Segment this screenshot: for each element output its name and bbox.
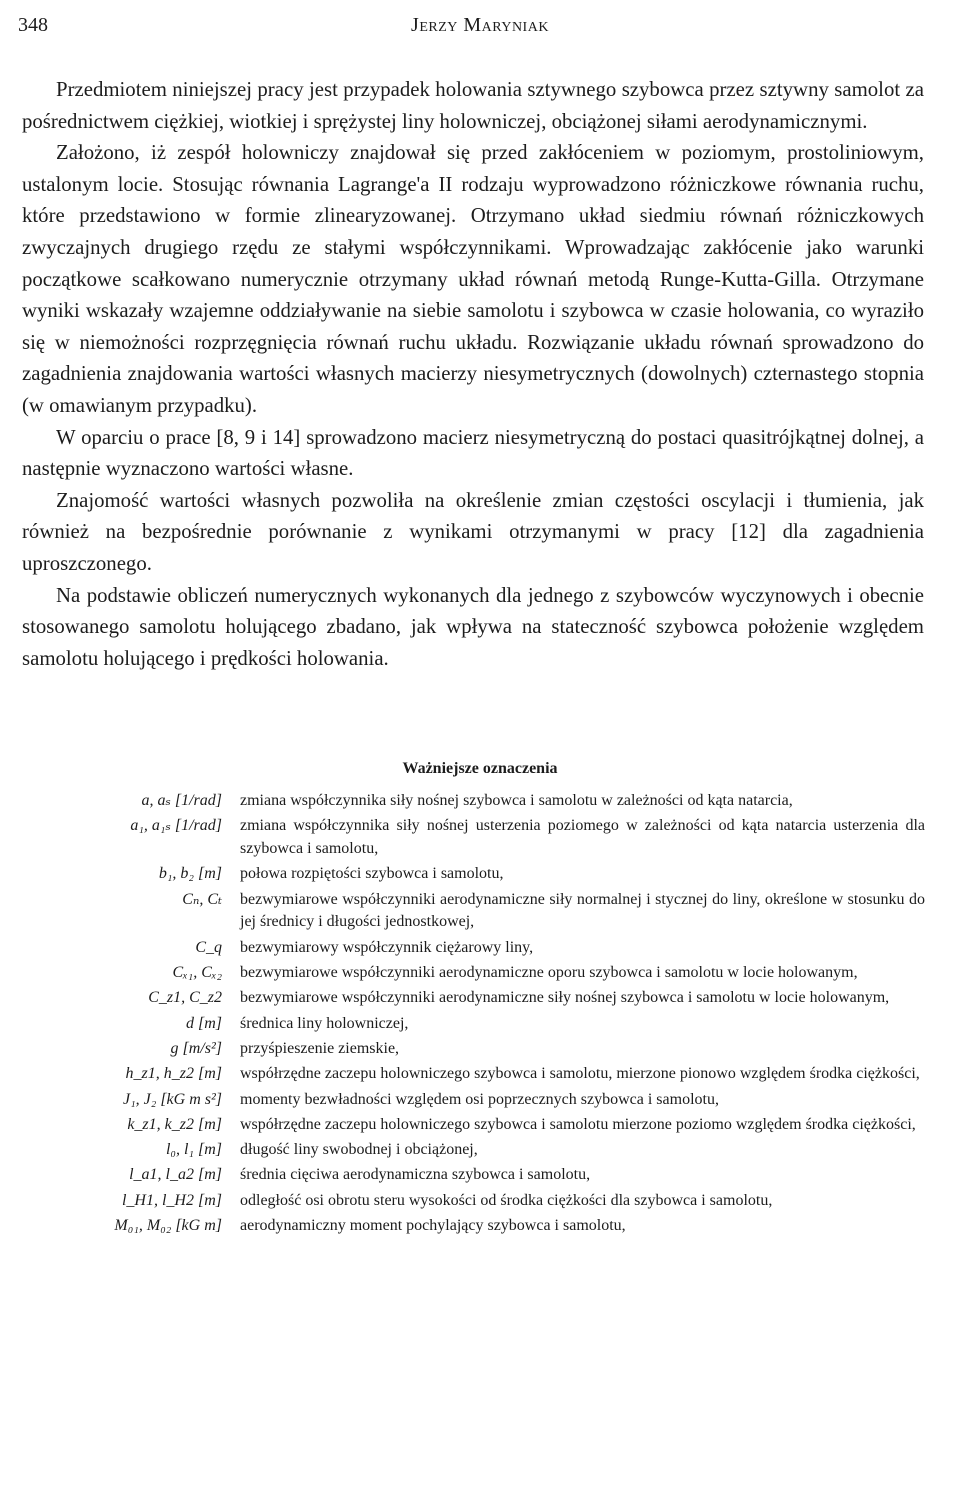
notation-symbol: Cₓ₁, Cₓ₂ (172, 964, 222, 982)
notation-symbol: l_H1, l_H2 [m] (121, 1191, 222, 1209)
notation-item (20, 1190, 925, 1213)
notation-item (20, 790, 925, 813)
notation-definition: bezwymiarowy współczynnik ciężarowy liny, (240, 938, 534, 956)
abstract-paragraph: Przedmiotem niniejszej pracy jest przypadek holowania sztywnego szybowca przez sztywny samolot za pośrednictwem ciężkiej, wiotkiej i sprężystej liny holowniczej, obciążonej siłami aerodynamicznymi. (22, 78, 924, 133)
abstract-paragraph: W oparciu o prace [8, 9 i 14] sprowadzono macierz niesymetryczną do postaci quasitrójkątnej dolnej, a następnie wyznaczono wartości własne. (22, 425, 924, 481)
notation-item (20, 1164, 925, 1187)
notation-definition: aerodynamiczny moment pochylający szybowca i samolotu, (240, 1217, 626, 1235)
notation-symbol: J₁, J₂ [kG m s²] (122, 1090, 222, 1108)
notation-symbol: k_z1, k_z2 [m] (127, 1115, 222, 1133)
abstract-paragraph: Znajomość wartości własnych pozwoliła na określenie zmian częstości oscylacji i tłumienia, jak również na bezpośrednie porównanie z wynikami otrzymanymi w pracy [12] dla zagadnienia uproszczonego. (22, 488, 924, 575)
notation-symbol: a₁, a₁ₛ [1/rad] (130, 817, 222, 835)
notation-definition: bezwymiarowe współczynniki aerodynamiczne siły nośnej szybowca i samolotu w locie holowanym, (240, 989, 890, 1007)
notation-definition: średnica liny holowniczej, (240, 1014, 409, 1032)
notation-symbol: C_q (195, 938, 222, 956)
notation-definition: momenty bezwładności względem osi poprzecznych szybowca i samolotu, (240, 1090, 719, 1108)
notation-symbol: a, aₛ [1/rad] (141, 792, 222, 809)
page-header (18, 14, 942, 44)
notation-definition: współrzędne zaczepu holowniczego szybowca i samolotu mierzone poziomo względem środka ciężkości, (240, 1115, 916, 1133)
notation-symbol: d [m] (185, 1014, 222, 1032)
notation-item (20, 962, 925, 985)
notation-symbol: l₀, l₁ [m] (165, 1141, 222, 1159)
notation-item (20, 1038, 925, 1061)
notation-symbol: b₁, b₂ [m] (158, 865, 222, 883)
notation-item (20, 1063, 925, 1086)
notation-list (20, 790, 925, 1240)
notation-symbol: g [m/s²] (170, 1039, 222, 1057)
notation-definition: średnia cięciwa aerodynamiczna szybowca i samolotu, (240, 1166, 591, 1184)
notation-title: Ważniejsze oznaczenia (402, 760, 558, 777)
running-head-author: Jerzy Maryniak (411, 14, 549, 36)
notation-symbol: l_a1, l_a2 [m] (129, 1166, 222, 1184)
notation-symbol: M₀₁, M₀₂ [kG m] (114, 1217, 222, 1235)
notation-item (20, 1139, 925, 1162)
notation-item (20, 1215, 925, 1238)
notation-symbol: h_z1, h_z2 [m] (125, 1065, 222, 1083)
abstract (22, 74, 924, 674)
notation-item (20, 1114, 925, 1137)
notation-definition: współrzędne zaczepu holowniczego szybowca i samolotu, mierzone pionowo względem środka ciężkości, (240, 1065, 920, 1083)
notation-item (20, 1089, 925, 1112)
notation-definition: bezwymiarowe współczynniki aerodynamiczne siły normalnej i stycznej do liny, określone w stosunku do jej średnicy i długości jednostkowej, (240, 890, 925, 931)
page-number: 348 (18, 14, 48, 36)
notation-symbol: C_z1, C_z2 (148, 989, 222, 1007)
notation-item (20, 815, 925, 861)
notation-definition: zmiana współczynnika siły nośnej usterzenia poziomego w zależności od kąta natarcia usterzenia dla szybowca i samolotu, (240, 817, 925, 858)
abstract-paragraph: Założono, iż zespół holowniczy znajdował się przed zakłóceniem w poziomym, prostoliniowym, ustalonym locie. Stosując równania Lagrange'a II rodzaju wyprowadzono różniczkowe równania ruchu, które przedstawiono w formie zlinearyzowanej. Otrzymano układ siedmiu równań różniczkowych zwyczajnych drugiego rzędu ze stałymi współczynnikami. Wprowadzając zakłócenie jako warunki początkowe scałkowano numerycznie otrzymany układ równań metodą Runge-Kutta-Gilla. Otrzymane wyniki wskazały wzajemne oddziaływanie na siebie samolotu i szybowca w czasie holowania, co wyraziło się w niemożności rozprzęgnięcia równań ruchu układu. Rozwiązanie układu równań sprowadzono do zagadnienia znajdowania wartości własnych macierzy niesymetrycznych (dowolnych) czternastego stopnia (w omawianym przypadku). (22, 141, 924, 417)
notation-definition: zmiana współczynnika siły nośnej szybowca i samolotu w zależności od kąta natarcia, (240, 792, 793, 809)
notation-item (20, 1013, 925, 1036)
notation-definition: połowa rozpiętości szybowca i samolotu, (240, 865, 504, 883)
notation-definition: długość liny swobodnej i obciążonej, (240, 1141, 478, 1159)
notation-item (20, 889, 925, 935)
notation-item (20, 937, 925, 960)
notation-definition: przyśpieszenie ziemskie, (240, 1039, 400, 1057)
notation-symbol: Cₙ, Cₜ (182, 890, 222, 908)
notation-definition: odległość osi obrotu steru wysokości od środka ciężkości dla szybowca i samolotu, (240, 1191, 773, 1209)
abstract-paragraph: Na podstawie obliczeń numerycznych wykonanych dla jednego z szybowców wyczynowych i obecnie stosowanego samolotu holującego zbadano, jak wpływa na stateczność szybowca położenie względem samolotu holującego i prędkości holowania. (22, 583, 924, 670)
notation-item (20, 987, 925, 1010)
notation-item (20, 863, 925, 886)
notation-definition: bezwymiarowe współczynniki aerodynamiczne oporu szybowca i samolotu w locie holowanym, (240, 964, 858, 982)
